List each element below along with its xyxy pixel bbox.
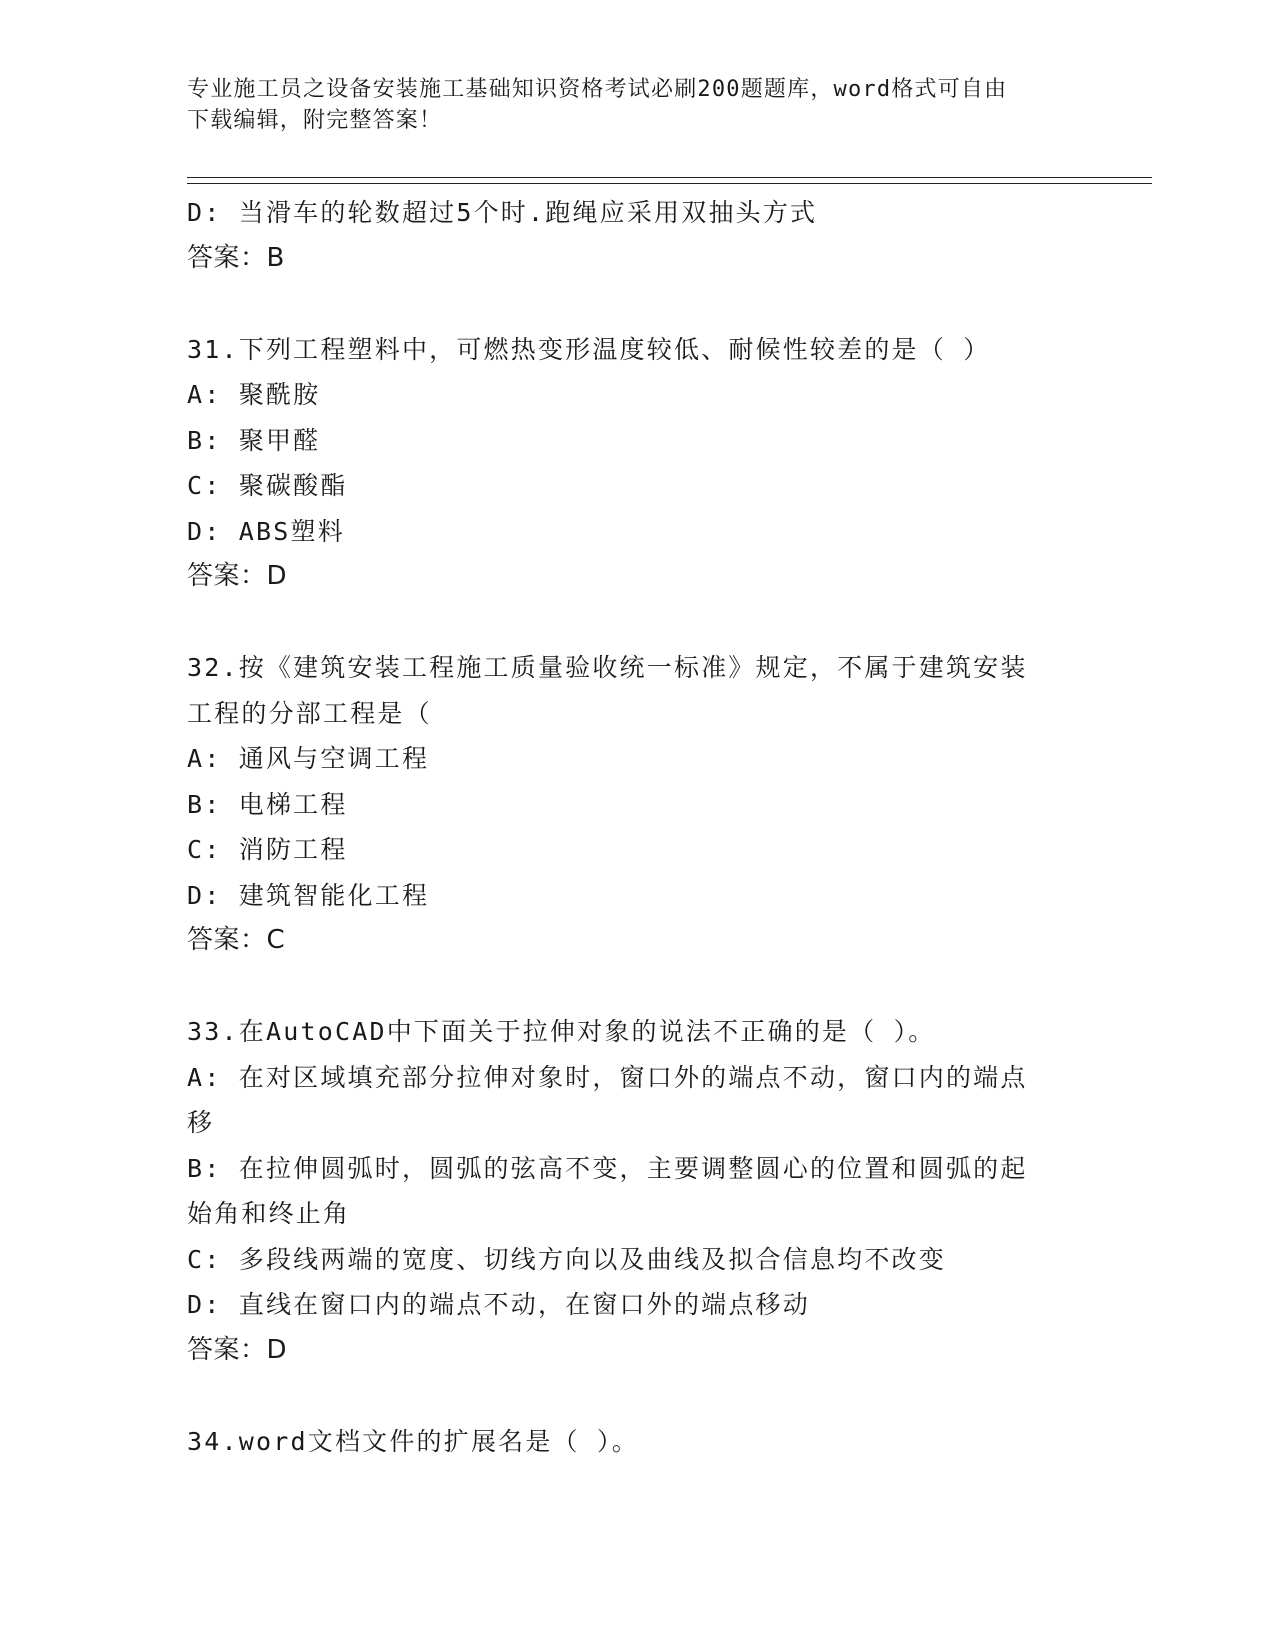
header-line-1: 专业施工员之设备安装施工基础知识资格考试必刷200题题库，word格式可自由 [187, 77, 1008, 102]
answer: 答案：D [187, 1334, 288, 1365]
option-d: D: 直线在窗口内的端点不动，在窗口外的端点移动 [187, 1290, 810, 1319]
question-stem-line-1: 32.按《建筑安装工程施工质量验收统一标准》规定，不属于建筑安装 [187, 653, 1028, 682]
spacer [187, 281, 1087, 327]
prev-answer: 答案：B [187, 242, 285, 273]
option-d: D: ABS塑料 [187, 516, 345, 546]
spacer [187, 964, 1087, 1010]
option-a-line-2: 移 [187, 1108, 215, 1137]
question-33 [187, 1009, 1087, 1373]
option-a-line-1: A: 在对区域填充部分拉伸对象时，窗口外的端点不动，窗口内的端点 [187, 1062, 1028, 1092]
header-line-2: 下载编辑，附完整答案！ [187, 108, 443, 133]
document-body [187, 190, 1087, 1464]
spacer [187, 1373, 1087, 1419]
question-stem: 31.下列工程塑料中，可燃热变形温度较低、耐候性较差的是（ ） [187, 334, 991, 364]
question-34 [187, 1419, 1087, 1465]
header-divider-bottom [187, 183, 1152, 184]
option-a: A: 聚酰胺 [187, 380, 321, 409]
answer: 答案：D [187, 561, 288, 591]
option-c: C: 多段线两端的宽度、切线方向以及曲线及拟合信息均不改变 [187, 1244, 946, 1274]
option-c: C: 消防工程 [187, 835, 348, 864]
document-header [187, 74, 1087, 136]
question-31 [187, 327, 1087, 600]
spacer [187, 600, 1087, 646]
option-a: A: 通风与空调工程 [187, 744, 430, 773]
question-stem: 33.在AutoCAD中下面关于拉伸对象的说法不正确的是（ ）。 [187, 1017, 936, 1046]
option-b-line-1: B: 在拉伸圆弧时，圆弧的弦高不变，主要调整圆心的位置和圆弧的起 [187, 1153, 1028, 1183]
header-divider-top [187, 177, 1152, 178]
answer: 答案：C [187, 925, 286, 955]
option-c: C: 聚碳酸酯 [187, 471, 348, 500]
option-b-line-2: 始角和终止角 [187, 1199, 351, 1228]
question-stem-line-2: 工程的分部工程是（ [187, 698, 432, 728]
option-d: D: 建筑智能化工程 [187, 880, 430, 910]
option-b: B: 聚甲醛 [187, 425, 321, 455]
prev-option-d: D: 当滑车的轮数超过5个时.跑绳应采用双抽头方式 [187, 198, 818, 227]
option-b: B: 电梯工程 [187, 789, 348, 819]
question-32 [187, 645, 1087, 964]
question-stem: 34.word文档文件的扩展名是（ ）。 [187, 1426, 639, 1456]
